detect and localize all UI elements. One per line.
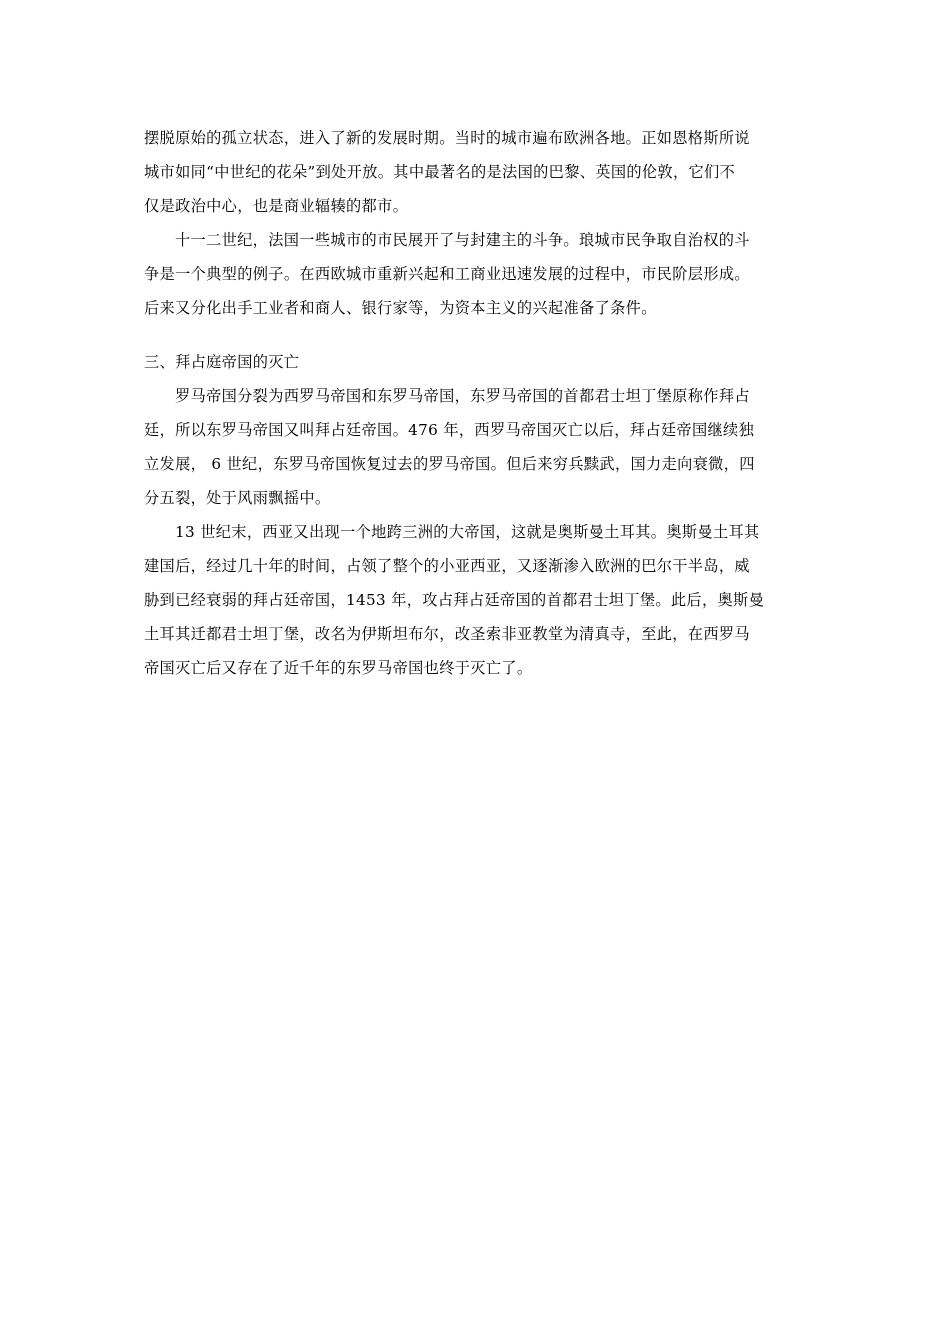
paragraph-ottoman [144, 515, 808, 685]
text-line: 十一二世纪，法国一些城市的市民展开了与封建主的斗争。琅城市民争取自治权的斗 [175, 231, 750, 249]
text-line: 城市如同“中世纪的花朵”到处开放。其中最著名的是法国的巴黎、英国的伦敦，它们不 [144, 163, 736, 181]
text-line: 廷，所以东罗马帝国又叫拜占廷帝国。476 年，西罗马帝国灭亡以后，拜占廷帝国继续独 [144, 421, 755, 439]
text-line: 13 世纪末，西亚又出现一个地跨三洲的大帝国，这就是奥斯曼土耳其。奥斯曼土耳其 [175, 523, 760, 541]
document-body [144, 121, 808, 685]
paragraph-byzantine [144, 379, 808, 515]
text-line: 土耳其迁都君士坦丁堡，改名为伊斯坦布尔，改圣索非亚教堂为清真寺，至此，在西罗马 [144, 625, 750, 643]
text-line: 仅是政治中心，也是商业辐辏的都市。 [144, 197, 409, 215]
text-line: 胁到已经衰弱的拜占廷帝国，1453 年，攻占拜占廷帝国的首都君士坦丁堡。此后，奥斯曼 [144, 591, 765, 609]
paragraph-burghers [144, 223, 808, 325]
text-line: 争是一个典型的例子。在西欧城市重新兴起和工商业迅速发展的过程中，市民阶层形成。 [144, 265, 750, 283]
text-line: 分五裂，处于风雨飘摇中。 [144, 489, 331, 507]
text-line: 建国后，经过几十年的时间，占领了整个的小亚西亚，又逐渐渗入欧洲的巴尔干半岛，威 [144, 557, 750, 575]
section-heading: 三、拜占庭帝国的灭亡 [144, 353, 300, 371]
section-spacer [144, 325, 808, 345]
text-line: 帝国灭亡后又存在了近千年的东罗马帝国也终于灭亡了。 [144, 659, 533, 677]
text-line: 后来又分化出手工业者和商人、银行家等，为资本主义的兴起准备了条件。 [144, 299, 657, 317]
paragraph-cities [144, 121, 808, 223]
text-line: 立发展， 6 世纪，东罗马帝国恢复过去的罗马帝国。但后来穷兵黩武，国力走向衰微，四 [144, 455, 755, 473]
text-line: 摆脱原始的孤立状态，进入了新的发展时期。当时的城市遍布欧洲各地。正如恩格斯所说 [144, 129, 750, 147]
text-line: 罗马帝国分裂为西罗马帝国和东罗马帝国，东罗马帝国的首都君士坦丁堡原称作拜占 [175, 387, 750, 405]
